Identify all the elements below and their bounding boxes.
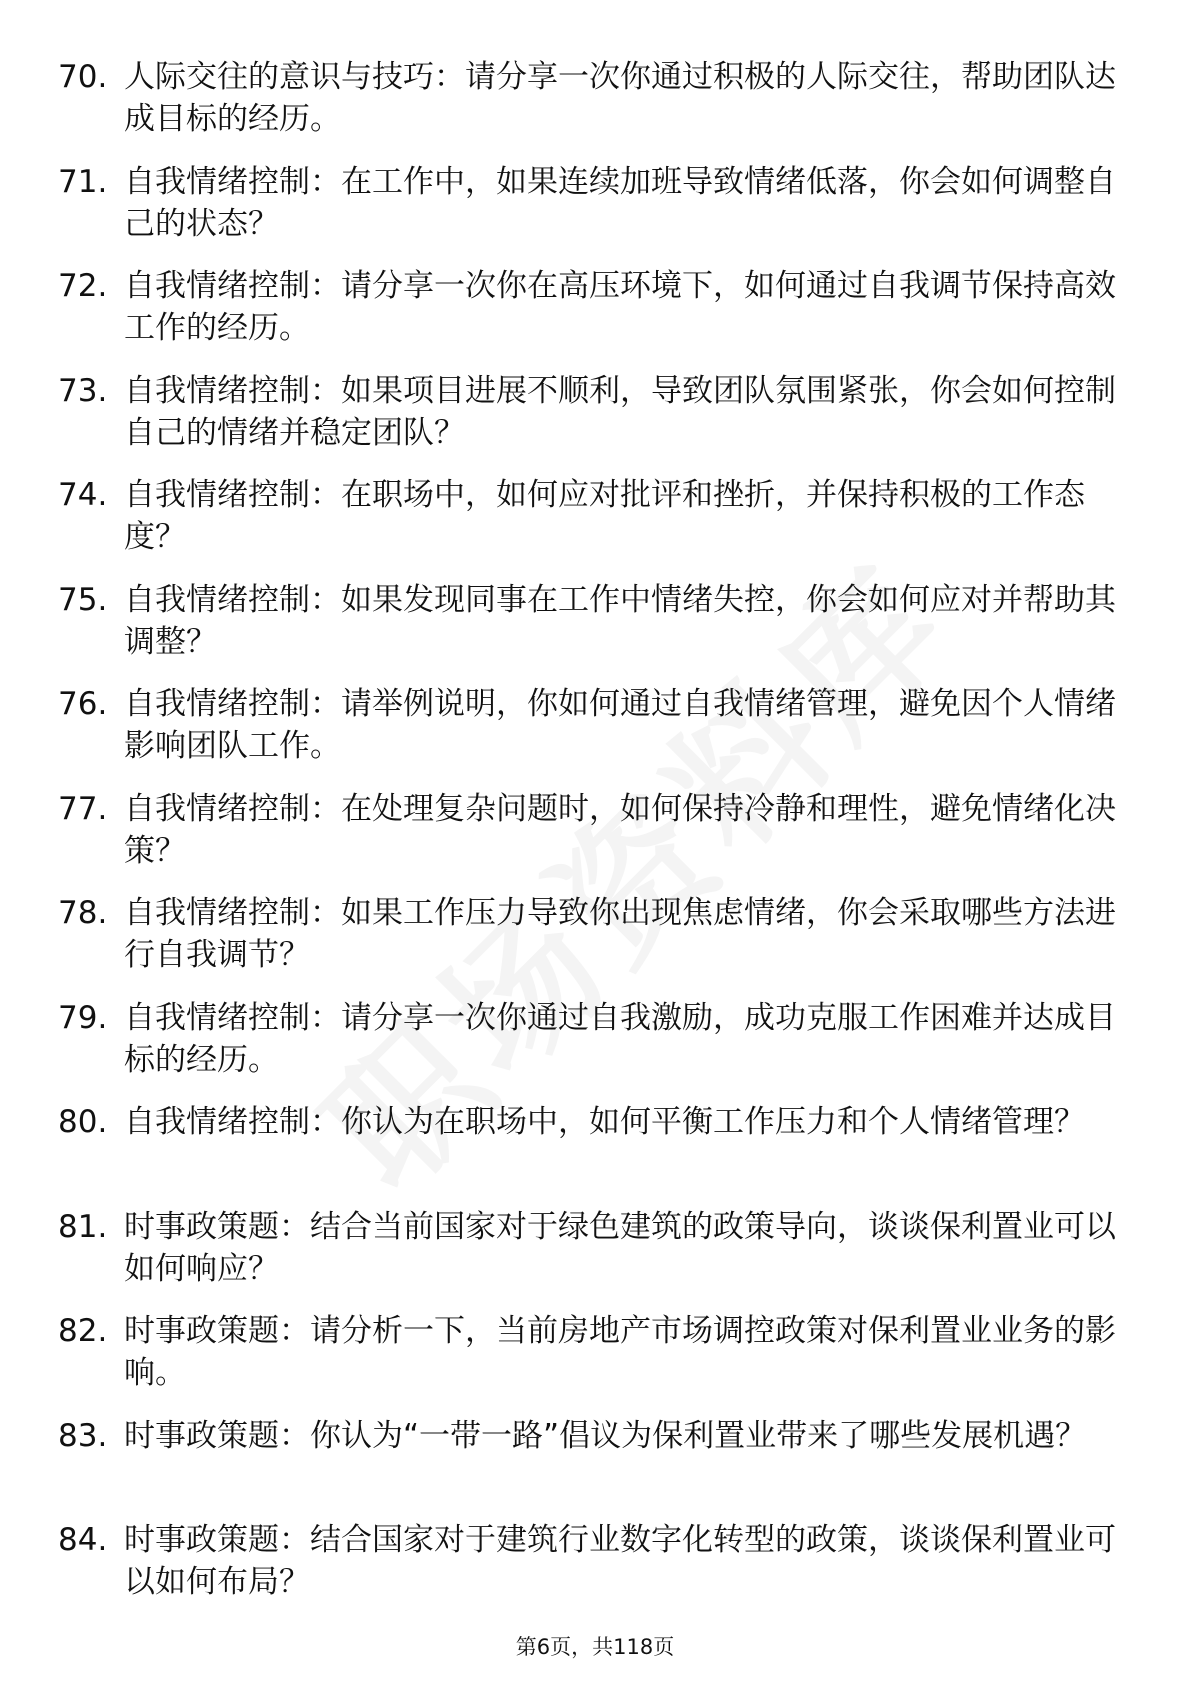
page-number-footer: 第6页，共118页 [515,1635,675,1659]
question-number: 71. [58,163,108,200]
question-text: 自我情绪控制：在职场中，如何应对批评和挫折，并保持积极的工作态度？ [124,477,1085,555]
list-item [58,1101,1118,1206]
question-number: 78. [58,895,108,931]
question-number: 82. [58,1313,108,1349]
question-text: 时事政策题：结合当前国家对于绿色建筑的政策导向，谈谈保利置业可以如何响应？ [124,1208,1116,1287]
question-number: 80. [58,1104,108,1140]
question-number: 76. [58,686,108,722]
question-number: 81. [58,1208,108,1245]
list-item [58,56,1118,161]
question-text: 自我情绪控制：如果发现同事在工作中情绪失控，你会如何应对并帮助其调整？ [124,581,1116,660]
list-item [58,1415,1118,1520]
list-item [58,1206,1118,1311]
question-number: 83. [58,1417,108,1454]
list-item [58,370,1118,475]
question-text: 时事政策题：结合国家对于建筑行业数字化转型的政策，谈谈保利置业可以如何布局？ [124,1522,1116,1600]
list-item [58,474,1118,579]
question-text: 自我情绪控制：在工作中，如果连续加班导致情绪低落，你会如何调整自己的状态？ [124,163,1116,242]
question-number: 79. [58,999,108,1036]
list-item [58,265,1118,370]
list-item [58,683,1118,788]
question-text: 自我情绪控制：你认为在职场中，如何平衡工作压力和个人情绪管理？ [124,1104,1085,1140]
question-number: 75. [58,581,108,618]
list-item [58,579,1118,684]
question-number: 72. [58,268,108,304]
question-list [58,56,1118,1624]
list-item [58,1310,1118,1415]
question-number: 84. [58,1522,108,1558]
question-text: 自我情绪控制：请举例说明，你如何通过自我情绪管理，避免因个人情绪影响团队工作。 [124,686,1116,764]
question-number: 70. [58,59,108,95]
list-item [58,1519,1118,1624]
question-text: 时事政策题：你认为“一带一路”倡议为保利置业带来了哪些发展机遇？ [124,1417,1087,1454]
question-number: 77. [58,790,108,827]
question-text: 自我情绪控制：在处理复杂问题时，如何保持冷静和理性，避免情绪化决策？ [124,790,1116,869]
list-item [58,997,1118,1102]
question-number: 73. [58,372,108,409]
question-text: 时事政策题：请分析一下，当前房地产市场调控政策对保利置业业务的影响。 [124,1313,1116,1391]
list-item [58,161,1118,266]
list-item [58,788,1118,893]
question-text: 自我情绪控制：如果工作压力导致你出现焦虑情绪，你会采取哪些方法进行自我调节？ [124,895,1116,973]
question-number: 74. [58,477,108,513]
question-text: 自我情绪控制：请分享一次你在高压环境下，如何通过自我调节保持高效工作的经历。 [124,268,1116,346]
question-text: 人际交往的意识与技巧：请分享一次你通过积极的人际交往，帮助团队达成目标的经历。 [124,59,1116,137]
question-text: 自我情绪控制：请分享一次你通过自我激励，成功克服工作困难并达成目标的经历。 [124,999,1116,1078]
question-text: 自我情绪控制：如果项目进展不顺利，导致团队氛围紧张，你会如何控制自己的情绪并稳定团队？ [124,372,1116,451]
list-item [58,892,1118,997]
